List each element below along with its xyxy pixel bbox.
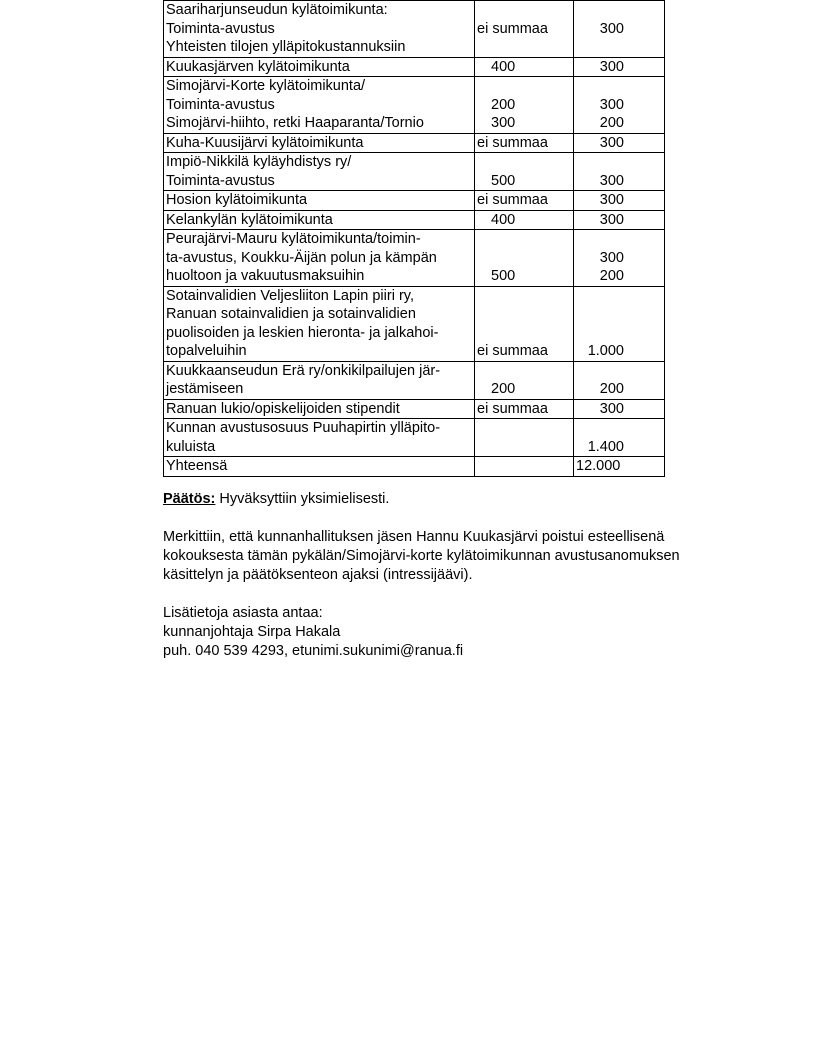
applied-amount-cell: 400 (475, 210, 574, 230)
recipient-cell: Simojärvi-Korte kylätoimikunta/ Toiminta-avustus Simojärvi-hiihto, retki Haaparanta/Tornio (164, 77, 475, 134)
table-row (164, 210, 665, 230)
recipient-cell: Impiö-Nikkilä kyläyhdistys ry/ Toiminta-avustus (164, 153, 475, 191)
recipient-cell: Kunnan avustusosuus Puuhapirtin ylläpito- kuluista (164, 419, 475, 457)
contact-person: kunnanjohtaja Sirpa Hakala (163, 624, 341, 640)
granted-amount-cell: 300 200 (574, 77, 665, 134)
table-row (164, 286, 665, 361)
recusal-note: Merkittiin, että kunnanhallituksen jäsen Hannu Kuukasjärvi poistui esteellisenä kokouksesta tämän pykälän/Simojärvi-korte kylätoimikunnan avustusanomuksen käsittelyn ja päätöksenteon ajaksi (intressijäävi). (163, 529, 680, 583)
decision-text: Hyväksyttiin yksimielisesti. (215, 491, 390, 507)
granted-amount-cell: 300 (574, 1, 665, 58)
applied-amount-cell: ei summaa (475, 399, 574, 419)
applied-amount-cell: 400 (475, 57, 574, 77)
recipient-cell: Saariharjunseudun kylätoimikunta: Toiminta-avustus Yhteisten tilojen ylläpitokustannuksiin (164, 1, 475, 58)
granted-amount-cell: 200 (574, 361, 665, 399)
table-row (164, 133, 665, 153)
decision-label: Päätös: (163, 491, 216, 507)
contact-details: puh. 040 539 4293, etunimi.sukunimi@ranua.fi (163, 643, 464, 659)
table-row (164, 419, 665, 457)
table-row (164, 57, 665, 77)
recipient-cell: Kuukkaanseudun Erä ry/onkikilpailujen jär- jestämiseen (164, 361, 475, 399)
table-row (164, 1, 665, 58)
recipient-cell: Kuukasjärven kylätoimikunta (164, 57, 475, 77)
table-row (164, 230, 665, 287)
granted-amount-cell: 300 (574, 153, 665, 191)
table-row (164, 399, 665, 419)
applied-amount-cell (475, 419, 574, 457)
table-row-total (164, 457, 665, 477)
applied-amount-cell: 200 (475, 361, 574, 399)
granted-amount-cell: 300 (574, 191, 665, 211)
contact-intro: Lisätietoja asiasta antaa: (163, 605, 323, 621)
applied-amount-cell: 500 (475, 153, 574, 191)
applied-amount-cell: ei summaa (475, 133, 574, 153)
recipient-cell: Hosion kylätoimikunta (164, 191, 475, 211)
applied-amount-cell: 200 300 (475, 77, 574, 134)
applied-amount-cell (475, 457, 574, 477)
applied-amount-cell: ei summaa (475, 1, 574, 58)
total-amount-cell: 12.000 (574, 457, 665, 477)
grants-table (163, 0, 665, 477)
total-label-cell: Yhteensä (164, 457, 475, 477)
recipient-cell: Peurajärvi-Mauru kylätoimikunta/toimin- ta-avustus, Koukku-Äijän polun ja kämpän huoltoon ja vakuutusmaksuihin (164, 230, 475, 287)
recipient-cell: Ranuan lukio/opiskelijoiden stipendit (164, 399, 475, 419)
granted-amount-cell: 1.400 (574, 419, 665, 457)
decision-paragraph (163, 490, 763, 509)
granted-amount-cell: 300 (574, 133, 665, 153)
decision-section (163, 490, 763, 661)
granted-amount-cell: 300 (574, 399, 665, 419)
granted-amount-cell: 300 (574, 57, 665, 77)
granted-amount-cell: 300 (574, 210, 665, 230)
applied-amount-cell: ei summaa (475, 286, 574, 361)
recipient-cell: Sotainvalidien Veljesliiton Lapin piiri ry, Ranuan sotainvalidien ja sotainvalidien puolisoiden ja leskien hieronta- ja jalkahoi- topalveluihin (164, 286, 475, 361)
table-row (164, 153, 665, 191)
recipient-cell: Kelankylän kylätoimikunta (164, 210, 475, 230)
recipient-cell: Kuha-Kuusijärvi kylätoimikunta (164, 133, 475, 153)
applied-amount-cell: 500 (475, 230, 574, 287)
granted-amount-cell: 1.000 (574, 286, 665, 361)
table-row (164, 77, 665, 134)
applied-amount-cell: ei summaa (475, 191, 574, 211)
table-row (164, 361, 665, 399)
table-row (164, 191, 665, 211)
granted-amount-cell: 300 200 (574, 230, 665, 287)
